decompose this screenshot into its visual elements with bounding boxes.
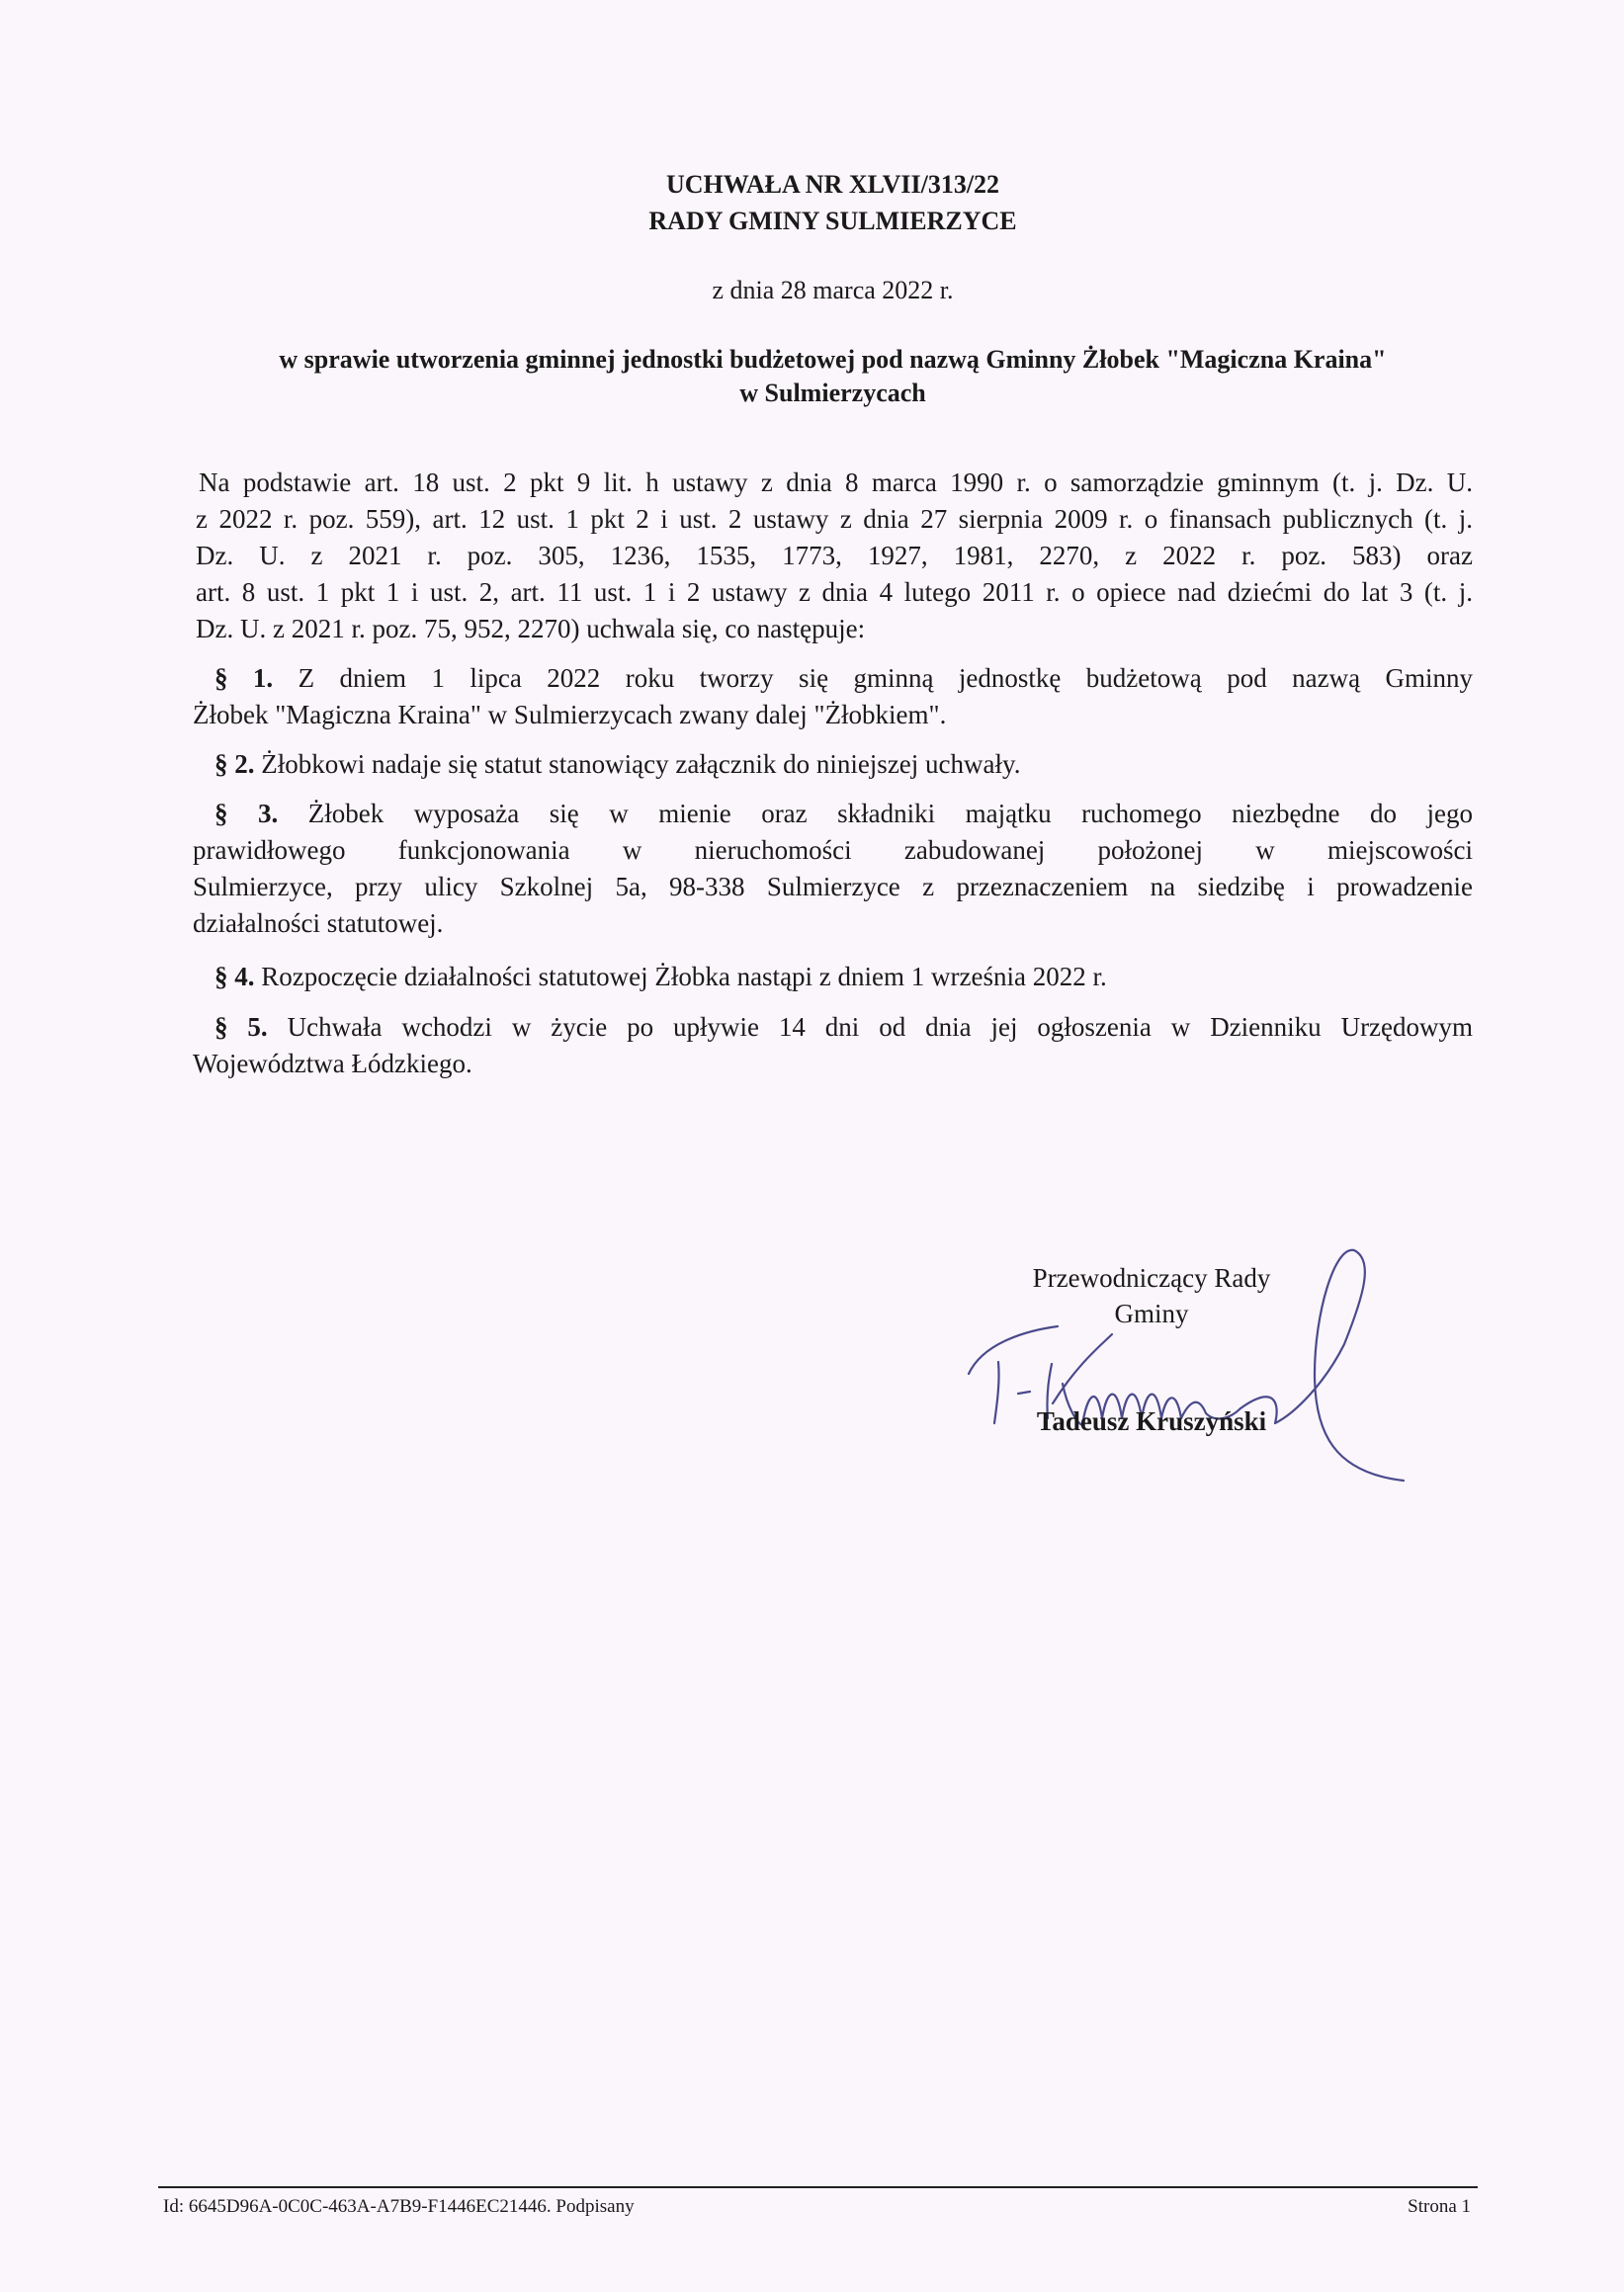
subject-line-2: w Sulmierzycach — [739, 379, 926, 407]
preamble-line: z 2022 r. poz. 559), art. 12 ust. 1 pkt 2 i ust. 2 ustawy z dnia 27 sierpnia 2009 r. o finansach publicznych (t. j. — [196, 504, 1473, 534]
handwritten-signature — [939, 1235, 1453, 1492]
signatory-name: Tadeusz Kruszyński — [1036, 1406, 1267, 1436]
section-5 — [193, 1009, 1473, 1082]
page-number: Strona 1 — [1408, 2196, 1471, 2217]
resolution-subject — [193, 343, 1473, 410]
section-text: Rozpoczęcie działalności statutowej Żłobka nastąpi z dniem 1 września 2022 r. — [261, 962, 1107, 991]
section-text: Żłobek wyposaża się w mienie oraz składniki majątku ruchomego niezbędne do jego — [307, 799, 1474, 828]
section-text: Z dniem 1 lipca 2022 roku tworzy się gminną jednostkę budżetową pod nazwą Gminny — [298, 663, 1474, 693]
section-text: działalności statutowej. — [193, 908, 444, 938]
signatory-role-line-2: Gminy — [1114, 1299, 1189, 1328]
resolution-date: z dnia 28 marca 2022 r. — [712, 276, 954, 304]
footer-divider — [158, 2186, 1478, 2188]
section-4 — [193, 959, 1473, 995]
resolution-title — [193, 166, 1473, 239]
title-line-1: UCHWAŁA NR XLVII/313/22 — [665, 170, 1000, 199]
preamble-line: Na podstawie art. 18 ust. 2 pkt 9 lit. h ustawy z dnia 8 marca 1990 r. o samorządzie gminnym (t. j. Dz. U. — [199, 467, 1473, 497]
section-text: Województwa Łódzkiego. — [193, 1049, 472, 1078]
section-text: prawidłowego funkcjonowania w nieruchomości zabudowanej położonej w miejscowości — [193, 835, 1473, 865]
title-line-2: RADY GMINY SULMIERZYCE — [648, 207, 1017, 235]
section-1 — [193, 660, 1473, 733]
section-text: Żłobkowi nadaje się statut stanowiący załącznik do niniejszej uchwały. — [261, 749, 1021, 779]
subject-line-1: w sprawie utworzenia gminnej jednostki budżetowej pod nazwą Gminny Żłobek "Magiczna Kraina" — [279, 345, 1387, 374]
signature-stroke-t-bar — [969, 1326, 1058, 1374]
section-label: § 2. — [214, 749, 255, 779]
section-3 — [193, 796, 1473, 942]
signature-stroke-flourish — [1240, 1250, 1404, 1481]
preamble — [193, 465, 1473, 647]
section-text: Żłobek "Magiczna Kraina" w Sulmierzycach zwany dalej "Żłobkiem". — [193, 700, 947, 729]
preamble-line: Dz. U. z 2021 r. poz. 305, 1236, 1535, 1773, 1927, 1981, 2270, z 2022 r. poz. 583) oraz — [196, 541, 1473, 570]
document-id: Id: 6645D96A-0C0C-463A-A7B9-F1446EC21446. Podpisany — [163, 2196, 635, 2217]
preamble-line: Dz. U. z 2021 r. poz. 75, 952, 2270) uchwala się, co następuje: — [196, 614, 866, 643]
signature-stroke-dash — [1018, 1392, 1030, 1394]
preamble-line: art. 8 ust. 1 pkt 1 i ust. 2, art. 11 ust. 1 i 2 ustawy z dnia 4 lutego 2011 r. o opiece nad dziećmi do lat 3 (t. j. — [196, 577, 1473, 607]
section-label: § 5. — [214, 1012, 268, 1042]
section-text: Uchwała wchodzi w życie po upływie 14 dni od dnia jej ogłoszenia w Dzienniku Urzędowym — [287, 1012, 1474, 1042]
section-label: § 4. — [214, 962, 255, 991]
section-text: Sulmierzyce, przy ulicy Szkolnej 5a, 98-338 Sulmierzyce z przeznaczeniem na siedzibę i prowadzenie — [193, 872, 1473, 901]
section-label: § 3. — [214, 799, 279, 828]
section-2 — [193, 746, 1473, 783]
signatory-role-line-1: Przewodniczący Rady — [1032, 1263, 1271, 1293]
section-label: § 1. — [214, 663, 274, 693]
